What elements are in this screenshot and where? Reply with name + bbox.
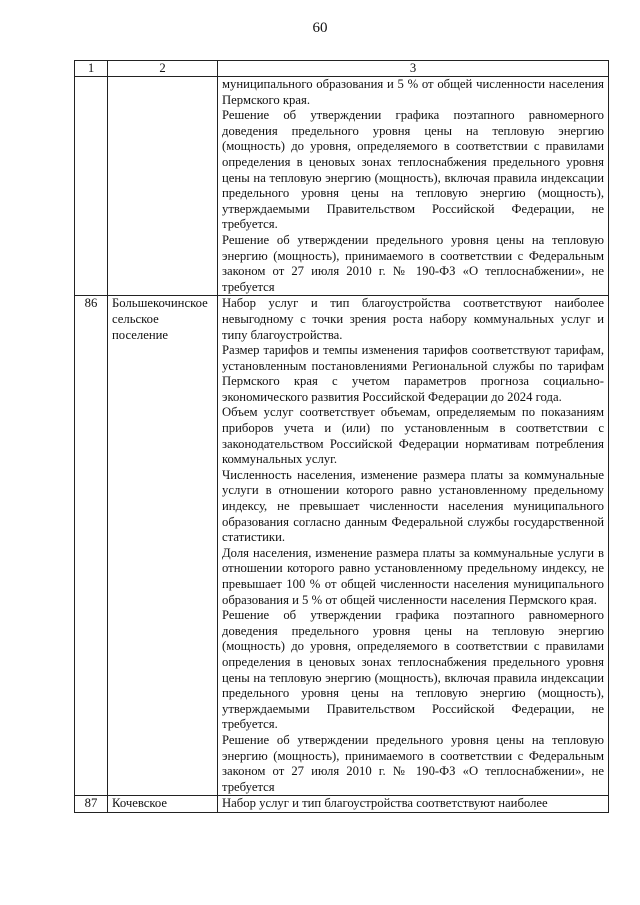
row-description: [218, 296, 609, 796]
description-paragraph: Доля населения, изменение размера платы за коммунальные услуги в отношении которого равно установленному предельному индексу, не превышает 100 % от общей численности населения муниципального образования и 5 % от общей численности населения Пермского края.: [222, 545, 604, 607]
description-paragraph: Объем услуг соответствует объемам, определяемым по показаниям приборов учета и (или) по установленным в соответствии с законодательством Российской Федерации нормативам потребления коммунальных услуг.: [222, 405, 604, 467]
table-row-87: [75, 796, 609, 813]
settlement-name: Кочевское: [108, 796, 218, 813]
row-number: [75, 77, 108, 296]
row-description: [218, 796, 609, 813]
settlement-name: Большекочинское сельское поселение: [108, 296, 218, 796]
page-number: 60: [312, 20, 328, 36]
description-paragraph: муниципального образования и 5 % от общей численности населения Пермского края.: [222, 77, 604, 107]
row-number: 87: [75, 796, 108, 813]
table-header-row: [75, 61, 609, 77]
description-paragraph: Размер тарифов и темпы изменения тарифов соответствуют тарифам, установленным постановлениями Региональной службы по тарифам Пермского края с учетом параметров прогноза социально-экономического развития Российской Федерации до 2024 года.: [222, 343, 604, 404]
table-row-86: [75, 296, 609, 796]
description-paragraph: Численность населения, изменение размера платы за коммунальные услуги в отношении которого равно установленному предельному индексу, не превышает численности населения муниципального образования согласно данным Федеральной службы государственной статистики.: [222, 467, 604, 545]
description-paragraph: Решение об утверждении графика поэтапного равномерного доведения предельного уровня цены на тепловую энергию (мощность) до уровня, определяемого в соответствии с правилами определения в ценовых зонах теплоснабжения предельного уровня цены на тепловую энергию (мощность), включая правила индексации предельного уровня цены на тепловую энергию (мощность), утверждаемыми Правительством Российской Федерации, не требуется.: [222, 108, 604, 232]
row-description: [218, 77, 609, 296]
description-paragraph: Решение об утверждении предельного уровня цены на тепловую энергию (мощность), принимаемого в соответствии с Федеральным законом от 27 июля 2010 г. № 190-ФЗ «О теплоснабжении», не требуется: [222, 732, 604, 794]
description-paragraph: Решение об утверждении графика поэтапного равномерного доведения предельного уровня цены на тепловую энергию (мощность) до уровня, определяемого в соответствии с правилами определения в ценовых зонах теплоснабжения предельного уровня цены на тепловую энергию (мощность), включая правила индексации предельного уровня цены на тепловую энергию (мощность), утверждаемыми Правительством Российской Федерации, не требуется.: [222, 608, 604, 732]
column-header-1: 1: [75, 61, 108, 77]
description-paragraph: Набор услуг и тип благоустройства соответствуют наиболее: [222, 796, 548, 811]
settlement-name: [108, 77, 218, 296]
tariff-table: [74, 60, 609, 813]
column-header-2: 2: [108, 61, 218, 77]
description-paragraph: Набор услуг и тип благоустройства соответствуют наиболее невыгодному с точки зрения роста набору коммунальных услуг и типу благоустройства.: [222, 296, 604, 342]
column-header-3: 3: [218, 61, 609, 77]
description-paragraph: Решение об утверждении предельного уровня цены на тепловую энергию (мощность), принимаемого в соответствии с Федеральным законом от 27 июля 2010 г. № 190-ФЗ «О теплоснабжении», не требуется: [222, 232, 604, 294]
table-row-continuation: [75, 77, 609, 296]
row-number: 86: [75, 296, 108, 796]
